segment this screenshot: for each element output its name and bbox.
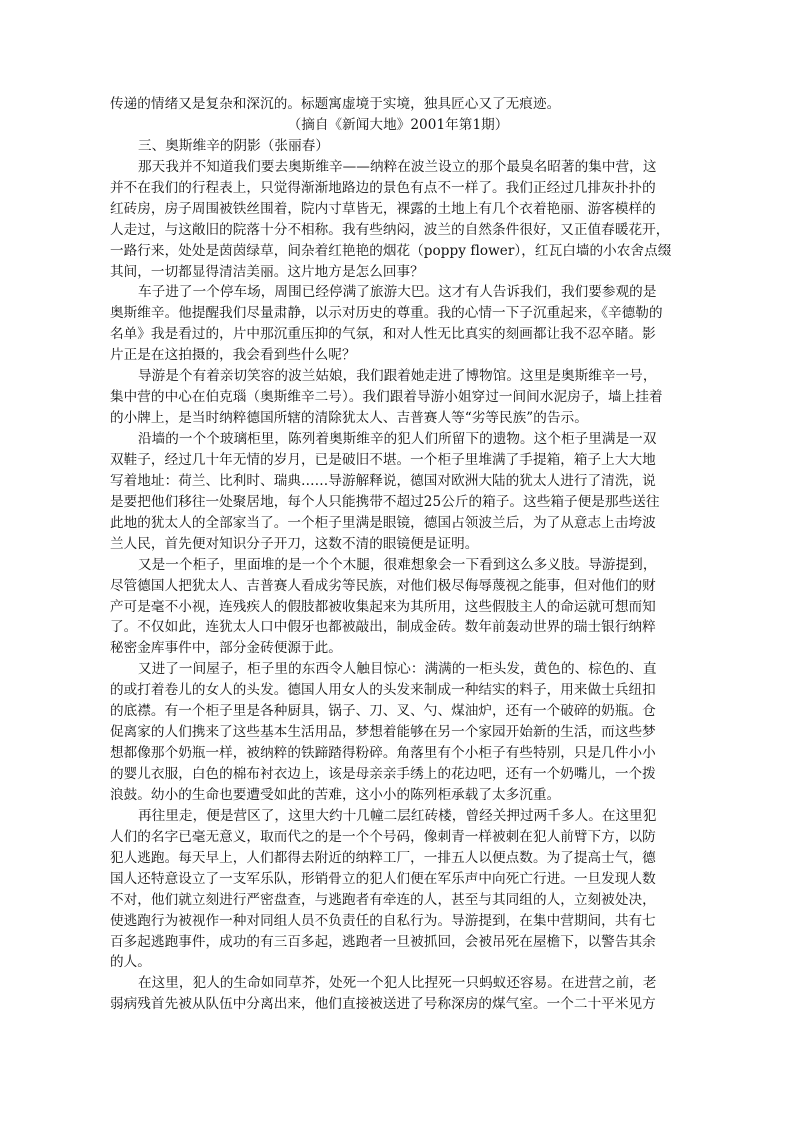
- text-line: 片正是在这拍摄的，我会看到些什么呢？: [110, 347, 356, 364]
- text-line: 那天我并不知道我们要去奥斯维辛——纳粹在波兰设立的那个最臭名昭著的集中营，这: [138, 158, 657, 175]
- text-line: 再往里走，便是营区了，这里大约十几幢二层红砖楼，曾经关押过两千多人。在这里犯: [138, 807, 657, 824]
- text-line: 犯人逃跑。每天早上，人们都得去附近的纳粹工厂，一排五人以便点数。为了提高士气，德: [110, 849, 656, 866]
- text-line: 人走过，与这敞旧的院落十分不相称。我有些纳闷，波兰的自然条件很好，又正值春暖花开，: [110, 221, 670, 238]
- text-line: 红砖房，房子周围被铁丝围着，院内寸草皆无，裸露的土地上有几个衣着艳丽、游客模样的: [110, 200, 656, 217]
- text-line: 名单》我是看过的，片中那沉重压抑的气氛，和对人性无比真实的刻画都让我不忍卒睹。影: [110, 326, 656, 343]
- text-line: 弱病残首先被从队伍中分离出来，他们直接被送进了号称深房的煤气室。一个二十平米见方: [110, 996, 656, 1013]
- text-line: 其间，一切都显得清洁美丽。这片地方是怎么回事？: [110, 263, 424, 280]
- text-line: 浪鼓。幼小的生命也要遭受如此的苦难，这小小的陈列柜承载了太多沉重。: [110, 786, 561, 803]
- text-line: 的婴儿衣服，白色的棉布衬衣边上，该是母亲亲手绣上的花边吧，还有一个奶嘴儿，一个拨: [110, 766, 656, 782]
- article-body: [110, 94, 686, 1015]
- text-line: 的或打着卷儿的女人的头发。德国人用女人的头发来制成一种结实的料子，用来做士兵纽扣: [110, 682, 656, 699]
- text-line: 的小牌上，是当时纳粹德国所辖的清除犹太人、吉普赛人等“劣等民族”的告示。: [110, 410, 588, 427]
- text-line: 想都像那个奶瓶一样，被纳粹的铁蹄踏得粉碎。角落里有个小柜子有些特别，只是几件小小: [110, 745, 656, 762]
- text-line: 兰人民，首先便对知识分子开刀，这数不清的眼镜便是证明。: [110, 535, 479, 552]
- text-line: 此地的犹太人的全部家当了。一个柜子里满是眼镜，德国占领波兰后，为了从意志上击垮波: [110, 514, 656, 531]
- text-line: 沿墙的一个个玻璃柜里，陈列着奥斯维辛的犯人们所留下的遗物。这个柜子里满是一双: [138, 431, 657, 447]
- text-line: 使逃跑行为被视作一种对同组人员不负责任的自私行为。导游提到，在集中营期间，共有七: [110, 912, 656, 929]
- text-line: 车子进了一个停车场，周围已经停满了旅游大巴。这才有人告诉我们，我们要参观的是: [138, 284, 657, 301]
- text-line: 的底襟。有一个柜子里是各种厨具，锅子、刀、叉、勺、煤油炉，还有一个破碎的奶瓶。仓: [110, 703, 656, 720]
- text-line: 在这里，犯人的生命如同草芥，处死一个犯人比捏死一只蚂蚁还容易。在进营之前，老: [138, 975, 657, 992]
- section-heading: 三、奥斯维辛的阴影（张丽春）: [138, 137, 330, 154]
- text-line: 的人。: [110, 954, 151, 971]
- text-line: 一路行来，处处是茵茵绿草，间杂着红艳艳的烟花（poppy flower），红瓦白墙的小农舍点缀: [110, 242, 672, 259]
- text-line: 促离家的人们携来了这些基本生活用品，梦想着能够在另一个家园开始新的生活，而这些梦: [110, 724, 656, 741]
- text-line: 人们的名字已毫无意义，取而代之的是一个个号码，像刺青一样被刺在犯人前臂下方，以防: [110, 828, 656, 845]
- text-line: 导游是个有着亲切笑容的波兰姑娘，我们跟着她走进了博物馆。这里是奥斯维辛一号，: [138, 368, 657, 385]
- text-line: 产可是毫不小视，连残疾人的假肢都被收集起来为其所用，这些假肢主人的命运就可想而知: [110, 598, 656, 615]
- text-line: 不对，他们就立刻进行严密盘查，与逃跑者有牵连的人，甚至与其同组的人，立刻被处决，: [110, 891, 656, 908]
- text-line: 是要把他们移往一处聚居地，每个人只能携带不超过25公斤的箱子。这些箱子便是那些送往: [110, 493, 660, 510]
- text-line: 奥斯维辛。他提醒我们尽量肃静，以示对历史的尊重。我的心情一下子沉重起来，《辛德勒的: [110, 305, 663, 322]
- text-line: 了。不仅如此，连犹太人口中假牙也都被敲出，制成金砖。数年前轰动世界的瑞士银行纳粹: [110, 619, 656, 636]
- text-line: 秘密金库事件中，部分金砖便源于此。: [110, 640, 342, 657]
- text-line: 双鞋子，经过几十年无情的岁月，已是破旧不堪。一个柜子里堆满了手提箱，箱子上大大地: [110, 451, 656, 468]
- text-line: 并不在我们的行程表上，只觉得渐渐地路边的景色有点不一样了。我们正经过几排灰扑扑的: [110, 179, 656, 196]
- text-line: 写着地址：荷兰、比利时、瑞典……导游解释说，德国对欧洲大陆的犹太人进行了清洗，说: [110, 472, 656, 489]
- text-line: 集中营的中心在伯克瑙（奥斯维辛二号）。我们跟着导游小姐穿过一间间水泥房子，墙上挂着: [110, 389, 663, 406]
- text-line: 国人还特意设立了一支军乐队，形销骨立的犯人们便在军乐声中向死亡行进。一旦发现人数: [110, 870, 656, 887]
- text-line: 又进了一间屋子，柜子里的东西令人触目惊心：满满的一柜头发，黄色的、棕色的、直: [138, 661, 657, 678]
- text-line: 传递的情绪又是复杂和深沉的。标题寓虚境于实境，独具匠心又了无痕迹。: [110, 96, 561, 112]
- text-line: 尽管德国人把犹太人、吉普赛人看成劣等民族，对他们极尽侮辱蔑视之能事，但对他们的财: [110, 577, 656, 594]
- source-citation: （摘自《新闻大地》2001年第1期）: [287, 116, 509, 133]
- text-line: 又是一个柜子，里面堆的是一个个木腿，很难想象会一下看到这么多义肢。导游提到，: [138, 556, 657, 573]
- text-line: 百多起逃跑事件，成功的有三百多起，逃跑者一旦被抓回，会被吊死在屋檐下，以警告其余: [110, 933, 656, 950]
